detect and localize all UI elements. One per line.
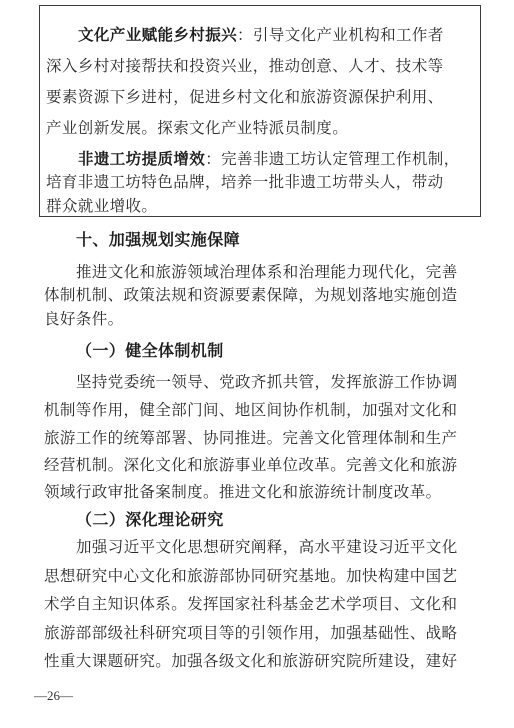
box-paragraph-2-text-1: 完善非遗工坊认定管理工作机制， (221, 150, 460, 168)
box-paragraph-1-text-1: 引导文化产业机构和工作者 (252, 26, 444, 44)
subsection-1-heading: （一）健全体制机制 (76, 341, 224, 360)
section-paragraph-line-3: 良好条件。 (44, 310, 124, 328)
section-paragraph-line-1: 推进文化和旅游领域治理体系和治理能力现代化，完善 (76, 263, 458, 281)
box-paragraph-1-line-3: 要素资源下乡进村，促进乡村文化和旅游资源保护利用、 (46, 88, 444, 106)
subsection-1-line-5: 领域行政审批备案制度。推进文化和旅游统计制度改革。 (44, 483, 442, 501)
page-number: —26— (34, 688, 73, 703)
subsection-2-heading: （二）深化理论研究 (76, 510, 224, 529)
subsection-2-line-1: 加强习近平文化思想研究阐释，高水平建设习近平文化 (76, 538, 458, 556)
box-paragraph-1-line-2: 深入乡村对接帮扶和投资兴业，推动创意、人才、技术等 (46, 57, 444, 75)
subsection-1-line-1: 坚持党委统一领导、党政齐抓共管，发挥旅游工作协调 (76, 373, 458, 391)
box-paragraph-1-separator: ： (237, 26, 253, 44)
subsection-2-line-4: 旅游部部级社科研究项目等的引领作用，加强基础性、战略 (44, 624, 458, 642)
box-paragraph-2-line-3: 群众就业增收。 (46, 197, 158, 215)
section-heading: 十、加强规划实施保障 (76, 230, 241, 249)
subsection-1-line-4: 经营机制。深化文化和旅游事业单位改革。完善文化和旅游 (44, 456, 458, 474)
box-paragraph-1-line-4: 产业创新发展。探索文化产业特派员制度。 (46, 119, 349, 137)
subsection-2-line-3: 术学自主知识体系。发挥国家社科基金艺术学项目、文化和 (44, 595, 458, 613)
subsection-1-line-3: 旅游工作的统筹部署、协同推进。完善文化管理体制和生产 (44, 429, 458, 447)
box-paragraph-2-line-1 (78, 149, 460, 169)
box-paragraph-2-heading: 非遗工坊提质增效 (78, 150, 206, 168)
subsection-2-line-5: 性重大课题研究。加强各级文化和旅游研究院所建设，建好 (44, 652, 458, 670)
section-paragraph-line-2: 体制机制、政策法规和资源要素保障，为规划落地实施创造 (44, 286, 458, 304)
box-paragraph-1-heading: 文化产业赋能乡村振兴 (78, 26, 238, 44)
box-paragraph-2-line-2: 培育非遗工坊特色品牌，培养一批非遗工坊带头人，带动 (46, 173, 444, 191)
subsection-2-line-2: 思想研究中心文化和旅游部协同研究基地。加快构建中国艺 (44, 567, 458, 585)
subsection-1-line-2: 机制等作用，健全部门间、地区间协作机制，加强对文化和 (44, 401, 458, 419)
box-paragraph-2-separator: ： (205, 150, 222, 168)
box-paragraph-1-line-1 (78, 25, 444, 45)
